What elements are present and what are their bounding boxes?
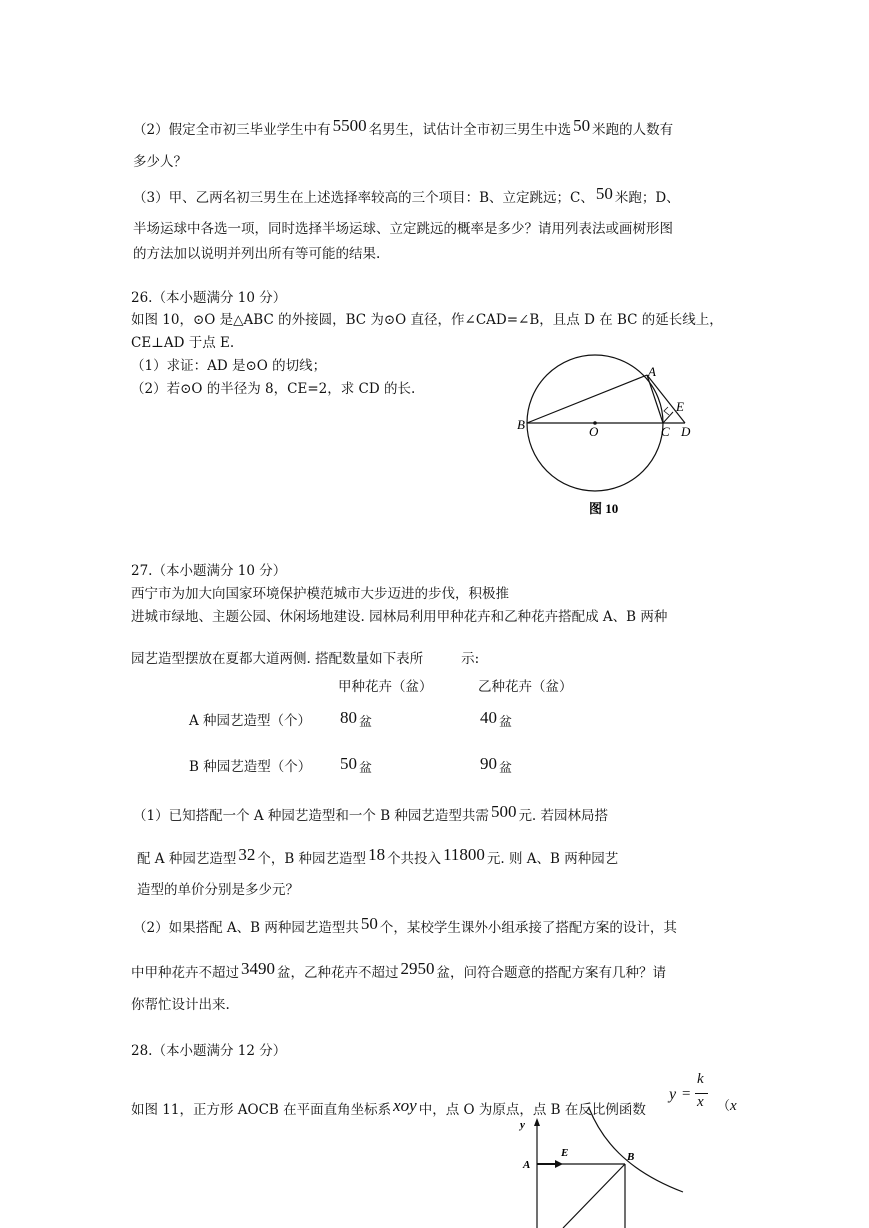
- label-b: B: [517, 417, 525, 432]
- q25-part3-distance: 50: [595, 184, 613, 203]
- q27-part2-line1: （2）如果搭配 A、B 两种园艺造型共 50 个，某校学生课外小组承接了搭配方案的设计，其: [133, 914, 677, 936]
- arrow-e-head: [555, 1160, 563, 1168]
- table-row-a-label: A 种园艺造型（个）: [189, 713, 312, 729]
- q28-line1: 如图 11，正方形 AOCB 在平面直角坐标系 xoy 中，点 O 为原点，点 B 在反比例函数: [131, 1096, 646, 1118]
- label-o: O: [589, 424, 599, 439]
- q26-sub1: （1）求证：AD 是⊙O 的切线；: [131, 358, 327, 374]
- q26-line1: 如图 10，⊙O 是△ABC 的外接圆，BC 为⊙O 直径，作∠CAD=∠B，且点 D 在 BC 的延长线上，: [131, 312, 723, 328]
- q27-line1: 西宁市为加大向国家环境保护模范城市大步迈进的步伐，积极推: [131, 586, 509, 602]
- q26-sub2: （2）若⊙O 的半径为 8，CE=2，求 CD 的长.: [131, 381, 416, 397]
- table-row-a-v1: 80 盆: [340, 708, 373, 730]
- diagonal-bo: [563, 1164, 625, 1228]
- table-col-header-2: 乙种花卉（盆）: [478, 679, 573, 695]
- q27-line2: 进城市绿地、主题公园、休闲场地建设. 园林局利用甲种花卉和乙种花卉搭配成 A、B 两种: [131, 609, 668, 625]
- segment-ba: [527, 375, 647, 423]
- figure-10-circle-diagram: [505, 350, 715, 525]
- xoy-symbol: xoy: [393, 1096, 417, 1115]
- right-angle-mark: [664, 407, 669, 415]
- y-axis-arrow: [534, 1118, 540, 1126]
- q27-header: 27.（本小题满分 10 分）: [131, 563, 287, 579]
- label-e: E: [676, 399, 684, 414]
- table-row-b-v1: 50 盆: [340, 754, 373, 776]
- segment-ac: [647, 375, 663, 423]
- label-d: D: [681, 424, 691, 439]
- label-a: A: [648, 364, 656, 379]
- q26-header: 26.（本小题满分 10 分）: [131, 290, 287, 306]
- q27-part1-line3: 造型的单价分别是多少元？: [137, 882, 299, 898]
- label-e-fig11: E: [561, 1147, 569, 1159]
- q27-part1-line2: 配 A 种园艺造型 32 个，B 种园艺造型 18 个共投入 11800 元. 则 A、B 两种园艺: [137, 845, 619, 867]
- q25-part3-line1: （3）甲、乙两名初三男生在上述选择率较高的三个项目：B、立定跳远；C、 50 米跑；D、: [133, 184, 680, 206]
- label-c: C: [661, 424, 670, 439]
- q25-boys-count: 5500: [332, 116, 367, 135]
- formula-inverse-proportion: y = k x: [669, 1072, 717, 1116]
- q25-distance: 50: [573, 116, 591, 135]
- q25-part3-line3: 的方法加以说明并列出所有等可能的结果.: [133, 246, 381, 262]
- segment-ce: [663, 412, 673, 423]
- figure-10-caption: 图 10: [589, 501, 619, 516]
- q28-header: 28.（本小题满分 12 分）: [131, 1043, 287, 1059]
- q25-part2-line2: 多少人？: [133, 154, 187, 170]
- label-b-fig11: B: [627, 1151, 635, 1163]
- q27-line3: 园艺造型摆放在夏都大道两侧. 搭配数量如下表所 示:: [131, 651, 480, 667]
- q27-part2-line3: 你帮忙设计出来.: [131, 997, 230, 1013]
- q27-part2-line2: 中甲种花卉不超过 3490 盆，乙种花卉不超过 2950 盆，问符合题意的搭配方案有几种？请: [131, 959, 666, 981]
- label-a-fig11: A: [523, 1159, 531, 1171]
- table-row-b-label: B 种园艺造型（个）: [189, 759, 312, 775]
- figure-11-coordinate-diagram: [515, 1108, 715, 1228]
- table-col-header-1: 甲种花卉（盆）: [338, 679, 433, 695]
- table-row-b-v2: 90 盆: [480, 754, 513, 776]
- table-row-a-v2: 40 盆: [480, 708, 513, 730]
- q28-line1-tail: （x: [717, 1098, 737, 1114]
- q26-line2: CE⊥AD 于点 E.: [131, 335, 235, 351]
- q27-part1-line1: （1）已知搭配一个 A 种园艺造型和一个 B 种园艺造型共需 500 元. 若园林局搭: [133, 802, 609, 824]
- q25-part2-line1: （2）假定全市初三毕业学生中有 5500 名男生，试估计全市初三男生中选 50 米跑的人数有: [133, 116, 674, 138]
- y-axis-label: y: [520, 1119, 525, 1131]
- hyperbola-curve: [589, 1108, 683, 1192]
- q25-part3-line2: 半场运球中各选一项，同时选择半场运球、立定跳远的概率是多少？请用列表法或画树形图: [133, 221, 673, 237]
